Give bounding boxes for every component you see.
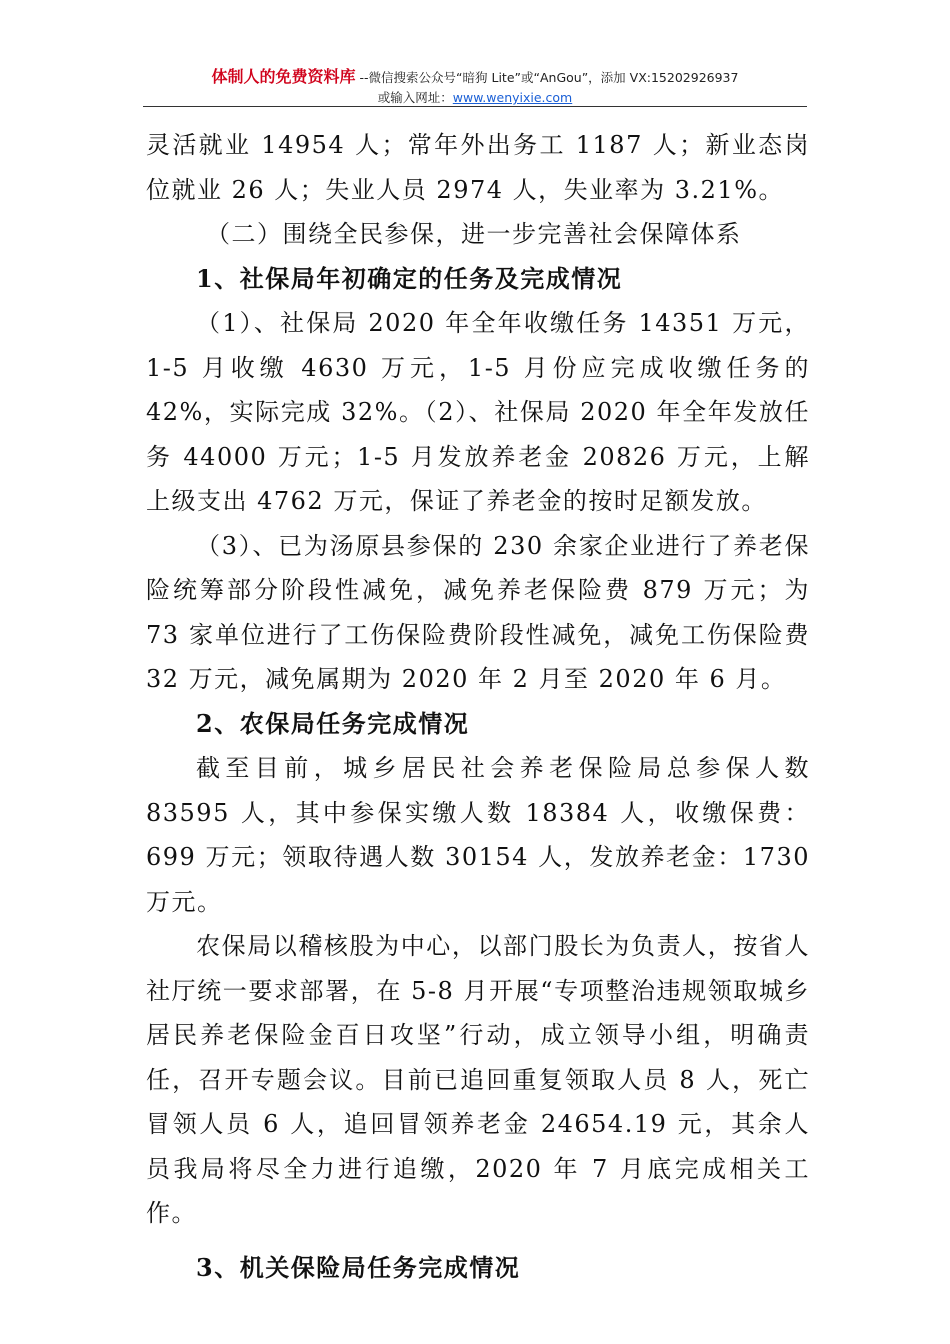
subheading-rural-insurance: 2、农保局任务完成情况	[196, 708, 470, 738]
paragraph-rural-enrollment: 截至目前，城乡居民社会养老保险局总参保人数 83595 人，其中参保实缴人数 18384 人，收缴保费：699 万元；领取待遇人数 30154 人，发放养老金：1730 万元。	[146, 754, 810, 916]
spacer	[146, 1236, 810, 1246]
paragraph-fee-reduction: （3）、已为汤原县参保的 230 余家企业进行了养老保险统筹部分阶段性减免，减免养老保险费 879 万元；为 73 家单位进行了工伤保险费阶段性减免，减免工伤保险费 32 万元，减免属期为 2020 年 2 月至 2020 年 6 月。	[146, 531, 810, 693]
document-body	[146, 123, 810, 1290]
header-info: --微信搜索公众号“暗狗 Lite”或“AnGou”，添加 VX:15202926937	[355, 70, 739, 85]
header-divider	[143, 106, 807, 107]
subheading-agency-insurance: 3、机关保险局任务完成情况	[196, 1252, 521, 1282]
paragraph-rural-audit: 农保局以稽核股为中心，以部门股长为负责人，按省人社厅统一要求部署，在 5-8 月开展“专项整治违规领取城乡居民养老保险金百日攻坚”行动，成立领导小组，明确责任，召开专题会议。目前已追回重复领取人员 8 人，死亡冒领人员 6 人，追回冒领养老金 24654.19 元，其余人员我局将尽全力进行追缴，2020 年 7 月底完成相关工作。	[146, 932, 810, 1227]
paragraph-collection-tasks: （1）、社保局 2020 年全年收缴任务 14351 万元，1-5 月收缴 4630 万元，1-5 月份应完成收缴任务的 42%，实际完成 32%。（2）、社保局 2020 年全年发放任务 44000 万元；1-5 月发放养老金 20826 万元，上解上级支出 4762 万元，保证了养老金的按时足额发放。	[146, 309, 810, 515]
page-header	[143, 68, 807, 107]
header-url-line	[143, 89, 807, 107]
header-url-prefix: 或输入网址：	[377, 90, 453, 105]
subheading-social-security-bureau: 1、社保局年初确定的任务及完成情况	[196, 263, 623, 293]
header-url-link[interactable]: www.wenyixie.com	[452, 90, 573, 105]
section-heading-social-security: （二）围绕全民参保，进一步完善社会保障体系	[206, 220, 742, 248]
paragraph-employment: 灵活就业 14954 人；常年外出务工 1187 人；新业态岗位就业 26 人；失业人员 2974 人，失业率为 3.21%。	[146, 131, 810, 204]
header-brand: 体制人的免费资料库	[211, 67, 356, 86]
header-banner	[143, 68, 807, 87]
